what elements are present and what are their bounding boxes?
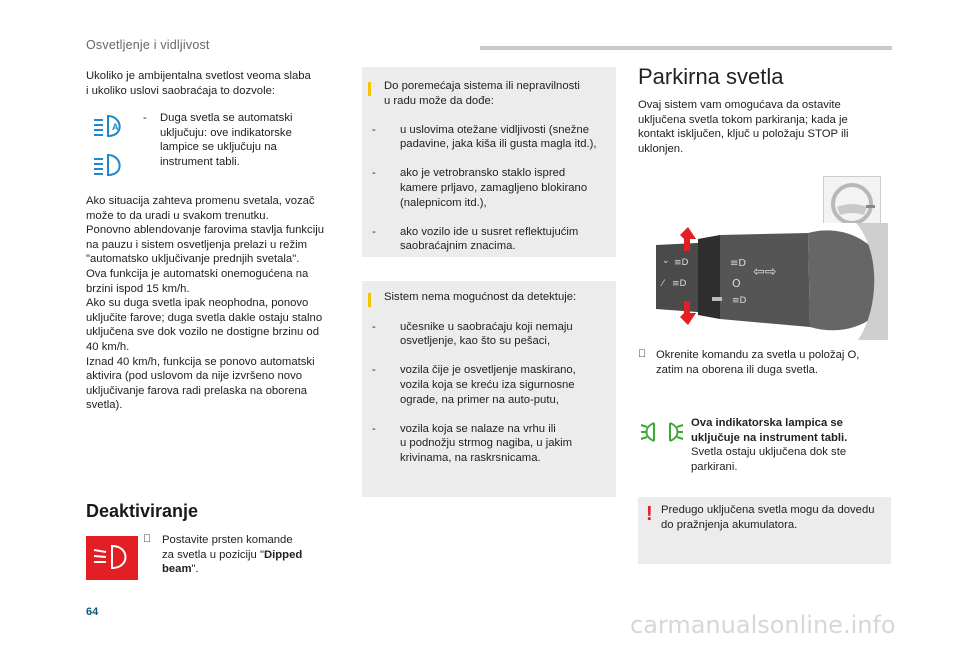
indicator-description: Duga svetla se automatski uključuju: ove indikatorske lampice se uključuju na instrument tabli. xyxy=(160,112,293,168)
svg-text:⇦⇨: ⇦⇨ xyxy=(753,264,777,280)
bullet-marker xyxy=(143,533,151,545)
deactivation-heading: Deaktiviranje xyxy=(86,501,199,521)
page-number: 64 xyxy=(86,606,99,618)
light-stalk-illustration xyxy=(638,223,890,340)
parking-lights-indicator-icon xyxy=(640,419,684,445)
list-item: - ako je vetrobransko staklo ispred kamere prljavo, zamagljeno blokirano (nalepnicom itd.), xyxy=(372,167,588,209)
parking-step-text: Okrenite komandu za svetla u položaj O, zatim na oborena ili duga svetla. xyxy=(656,349,860,376)
deactivation-text: Postavite prsten komande za svetla u poziciju "Dipped beam". xyxy=(162,534,303,576)
list-item: - ako vozilo ide u susret reflektujućim saobraćajnim znacima. xyxy=(372,225,579,253)
header-divider xyxy=(480,46,892,50)
main-paragraph: Ako situacija zahteva promenu svetala, vozač može to da uradi u svakom trenutku. Ponovno ablendovanje farovima stavlja funkciju na pauzu i sistem osvetljenja prelazi u režim "automatsko uključivanje prednjih svetala". Ova funkcija je automatski onemogućena na brzini ispod 15 km/h. Ako su duga svetla ipak neophodna, ponovo uključite farove; duga svetla dakle ostaju stalno uključena sve dok vozilo ne dostigne brzinu od 40 km/h. Iznad 40 km/h, funkcija se ponovo automatski aktivira (pod uslovom da nije izvršeno novo uključivanje farova radi prelaska na oborena svetla). xyxy=(86,195,325,412)
box1-intro: Do poremećaja sistema ili nepravilnosti u radu može da dođe: xyxy=(384,80,580,107)
box1-list xyxy=(368,108,612,269)
parking-lights-heading: Parkirna svetla xyxy=(638,64,784,89)
svg-text:⁄: ⁄ xyxy=(662,279,664,289)
steering-wheel-thumbnail xyxy=(823,176,881,230)
warning-icon: ! xyxy=(646,503,653,525)
light-switch-icon xyxy=(86,536,138,580)
list-dash: - xyxy=(143,112,147,124)
svg-text:⌄: ⌄ xyxy=(662,256,670,266)
box2-list xyxy=(368,305,612,480)
warning-text: Predugo uključena svetla mogu da dovedu do pražnjenja akumulatora. xyxy=(661,504,875,531)
watermark: carmanualsonline.info xyxy=(630,611,896,639)
svg-text:≡D: ≡D xyxy=(674,258,689,268)
svg-text:O: O xyxy=(732,277,741,290)
list-item: - u uslovima otežane vidljivosti (snežne padavine, jaka kiša ili gusta magla itd.), xyxy=(372,123,597,151)
auto-high-beam-icon xyxy=(92,113,128,139)
parking-indicator-text: Ova indikatorska lampica se uključuje na instrument tabli. Svetla ostaju uključena dok ste parkirani. xyxy=(691,417,848,473)
parking-lights-paragraph: Ovaj sistem vam omogućava da ostavite uključena svetla tokom parkiranja; kada je kontakt isključen, ključ u položaju STOP ili uklonjen. xyxy=(638,99,849,155)
box2-intro: Sistem nema mogućnost da detektuje: xyxy=(384,291,577,303)
list-item: - vozila koja se nalaze na vrhu ili u podnožju strmog nagiba, u jakim krivinama, na raskrsnicama. xyxy=(372,422,573,464)
info-marker xyxy=(368,82,371,96)
svg-text:≡D: ≡D xyxy=(732,296,747,306)
list-item: - vozila čije je osvetljenje maskirano, vozila koja se kreću iza sigurnosne ograde, na primer na auto-putu, xyxy=(372,364,576,406)
svg-text:≡D: ≡D xyxy=(672,279,687,289)
intro-paragraph: Ukoliko je ambijentalna svetlost veoma slaba i ukoliko uslovi saobraćaja to dozvole: xyxy=(86,70,311,97)
high-beam-icon xyxy=(92,152,128,178)
section-header: Osvetljenje i vidljivost xyxy=(86,38,210,52)
svg-text:A: A xyxy=(112,122,119,132)
bullet-marker xyxy=(638,348,646,360)
svg-text:≡D: ≡D xyxy=(730,258,747,269)
list-item: - učesnike u saobraćaju koji nemaju osvetljenje, kao što su pešaci, xyxy=(372,320,573,348)
